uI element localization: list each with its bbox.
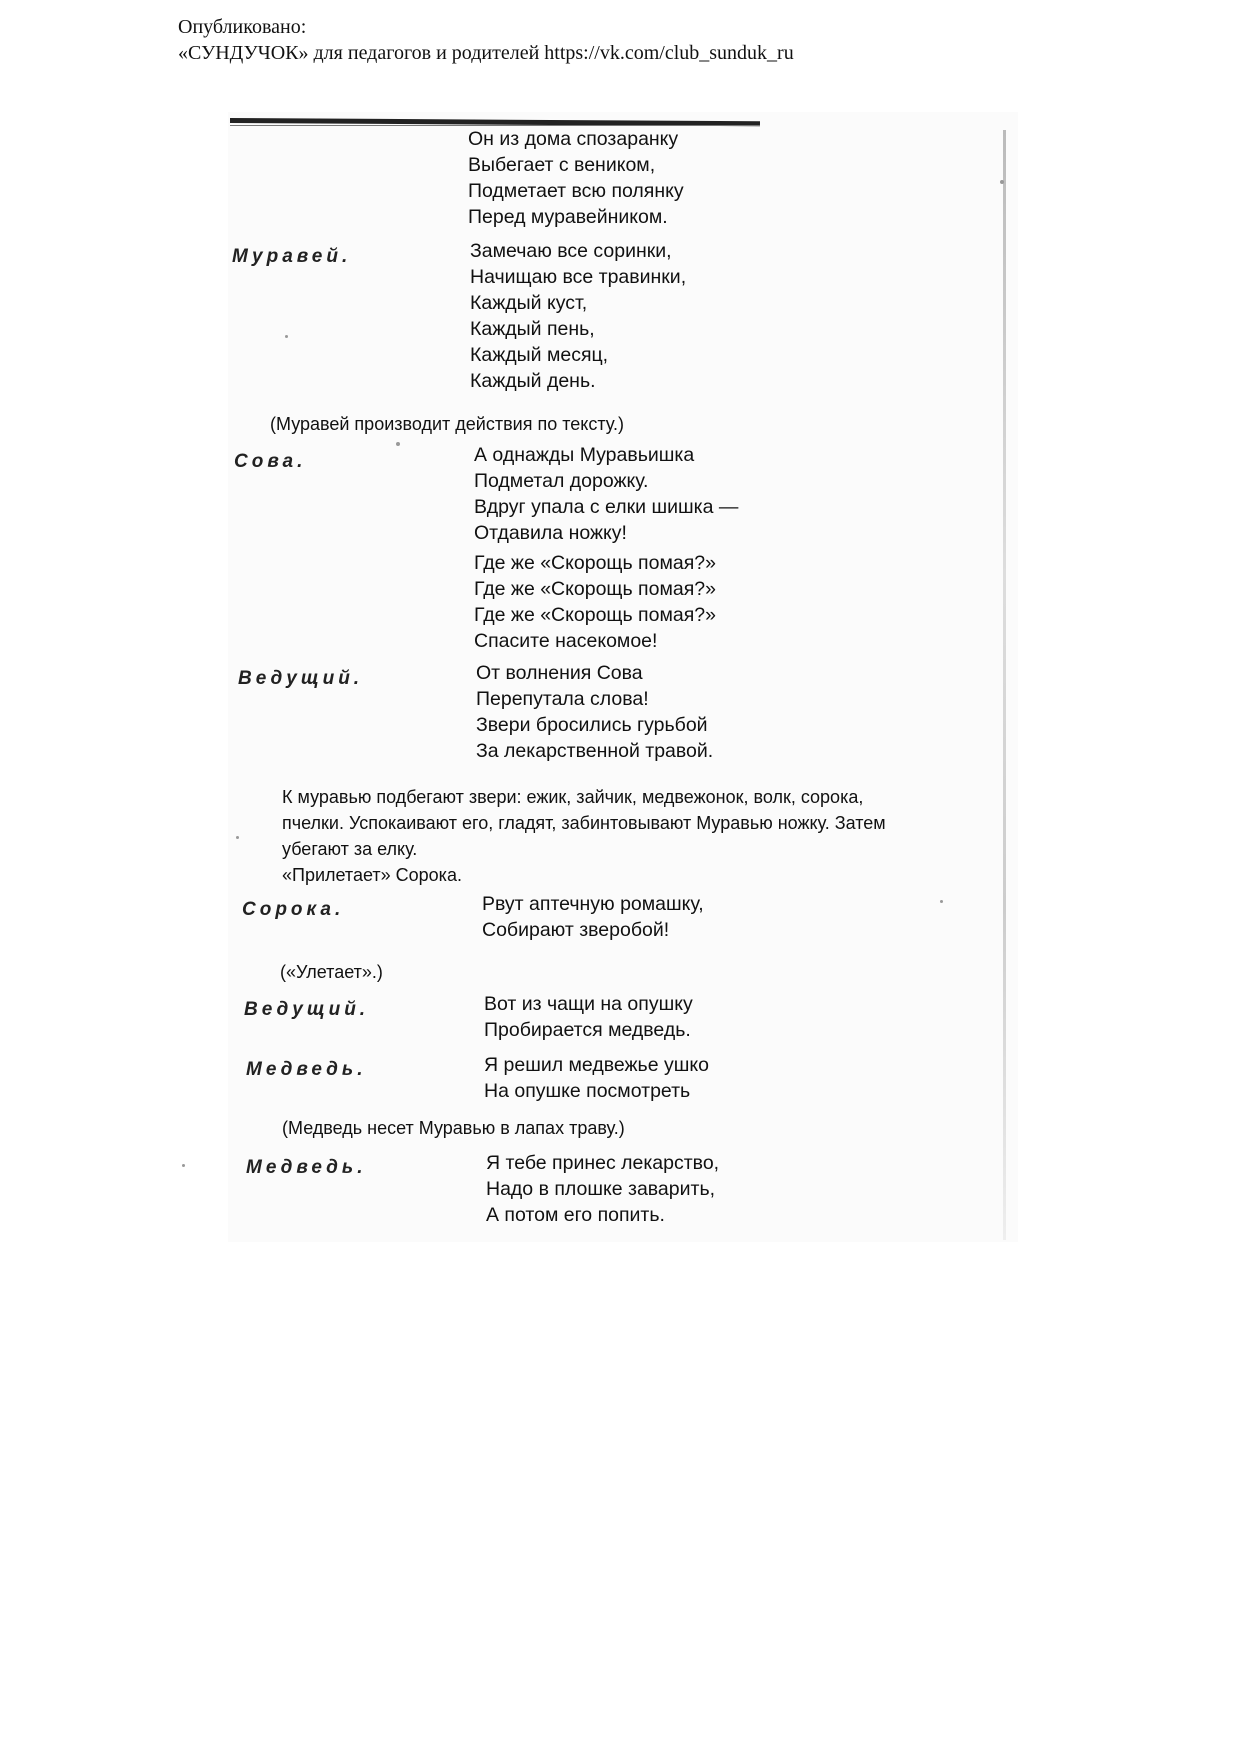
stage-direction-flies: («Улетает».) xyxy=(280,962,383,982)
intro-stanza xyxy=(468,126,684,230)
magpie-stanza xyxy=(482,891,704,943)
verse-line: Где же «Скорощь помая?» xyxy=(474,552,716,574)
verse-line: Перепутала слова! xyxy=(476,688,649,710)
stage-direction-bear: (Медведь несет Муравью в лапах траву.) xyxy=(282,1118,625,1138)
verse-line: Звери бросились гурьбой xyxy=(476,714,708,736)
speaker-magpie: Сорока. xyxy=(242,899,345,920)
speaker-host: Ведущий. xyxy=(238,668,364,689)
paragraph-line: К муравью подбегают звери: ежик, зайчик, медвежонок, волк, сорока, xyxy=(282,787,864,807)
bear-stanza-1 xyxy=(484,1052,709,1104)
scan-speck xyxy=(1000,180,1004,184)
verse-line: Я тебе принес лекарство, xyxy=(486,1152,720,1174)
header-source-line: «СУНДУЧОК» для педагогов и родителей https://vk.com/club_sunduk_ru xyxy=(178,42,794,64)
host-stanza-2 xyxy=(484,991,693,1043)
speaker-bear: Медведь. xyxy=(246,1157,367,1178)
speaker-ant: Муравей. xyxy=(232,246,352,267)
speaker-owl: Сова. xyxy=(234,451,307,472)
verse-line: Отдавила ножку! xyxy=(474,522,627,544)
speaker-host: Ведущий. xyxy=(244,999,370,1020)
verse-line: Начищаю все травинки, xyxy=(470,266,687,288)
verse-line: Надо в плошке заварить, xyxy=(486,1178,716,1200)
verse-line: Каждый пень, xyxy=(470,318,595,340)
verse-line: Вот из чащи на опушку xyxy=(484,993,693,1015)
verse-line: Каждый месяц, xyxy=(470,344,609,366)
stage-direction-ant: (Муравей производит действия по тексту.) xyxy=(270,414,624,434)
verse-line: Вдруг упала с елки шишка — xyxy=(474,496,739,518)
ant-stanza xyxy=(470,238,686,394)
verse-line: Каждый день. xyxy=(470,370,596,392)
bear-stanza-2 xyxy=(486,1150,719,1228)
verse-line: Подметает всю полянку xyxy=(468,180,684,202)
verse-line: Замечаю все соринки, xyxy=(470,240,672,262)
paragraph-line: пчелки. Успокаивают его, гладят, забинтовывают Муравью ножку. Затем xyxy=(282,813,886,833)
scan-speck xyxy=(940,900,943,903)
owl-stanza-1 xyxy=(474,442,738,546)
verse-line: Спасите насекомое! xyxy=(474,630,658,652)
verse-line: А потом его попить. xyxy=(486,1204,665,1226)
stage-direction-paragraph xyxy=(282,784,1007,888)
paragraph-line: «Прилетает» Сорока. xyxy=(282,865,462,885)
verse-line: Собирают зверобой! xyxy=(482,919,670,941)
host-stanza-1 xyxy=(476,660,713,764)
verse-line: Перед муравейником. xyxy=(468,206,668,228)
verse-line: Подметал дорожку. xyxy=(474,470,649,492)
scan-edge-shadow xyxy=(1003,130,1006,1240)
verse-line: За лекарственной травой. xyxy=(476,740,714,762)
verse-line: Где же «Скорощь помая?» xyxy=(474,604,716,626)
verse-line: На опушке посмотреть xyxy=(484,1080,691,1102)
scan-speck xyxy=(396,442,400,446)
verse-line: От волнения Сова xyxy=(476,662,643,684)
speaker-bear: Медведь. xyxy=(246,1059,367,1080)
verse-line: Выбегает с веником, xyxy=(468,154,656,176)
header-published-label: Опубликовано: xyxy=(178,16,307,38)
verse-line: Где же «Скорощь помая?» xyxy=(474,578,716,600)
verse-line: Я решил медвежье ушко xyxy=(484,1054,709,1076)
paragraph-line: убегают за елку. xyxy=(282,839,418,859)
verse-line: Он из дома спозаранку xyxy=(468,128,679,150)
verse-line: А однажды Муравьишка xyxy=(474,444,695,466)
scan-speck xyxy=(236,836,239,839)
verse-line: Каждый куст, xyxy=(470,292,588,314)
owl-stanza-2 xyxy=(474,550,716,654)
scan-speck xyxy=(182,1164,185,1167)
verse-line: Рвут аптечную ромашку, xyxy=(482,893,704,915)
publication-header xyxy=(178,14,794,66)
scan-speck xyxy=(285,335,288,338)
verse-line: Пробирается медведь. xyxy=(484,1019,691,1041)
